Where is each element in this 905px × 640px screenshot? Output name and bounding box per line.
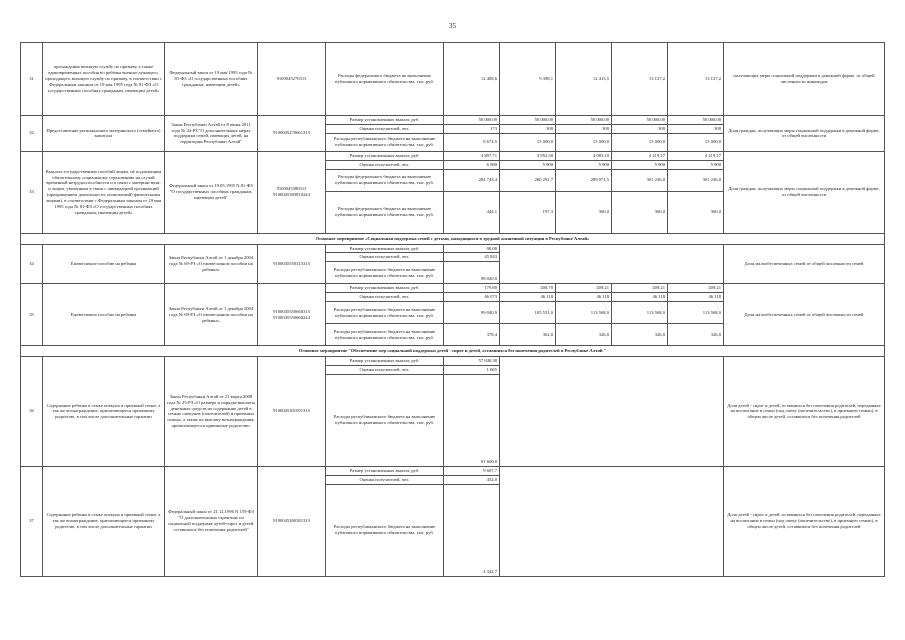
- indicator-name: Расходы федерального бюджета на выполнение публичного нормативного обязательства, тыс. руб.: [326, 169, 444, 191]
- table-row: [21, 357, 885, 366]
- indicator-name: Оценка получателей, чел.: [326, 475, 444, 484]
- value-cell: 50 000,00: [444, 116, 500, 125]
- value-cell: 197,3: [500, 191, 556, 233]
- value-cell: 360,0: [556, 191, 612, 233]
- value-cell: 326,0: [612, 324, 668, 346]
- value-cell: 113 568,0: [668, 302, 724, 324]
- result-indicator: Доля граждан, получающих меры социальной поддержки в денежной форме, от общей численности: [724, 151, 885, 233]
- value-cell: 4 219,27: [612, 151, 668, 160]
- value-cell: 5 900: [500, 160, 556, 169]
- value-cell: 9 607,7: [444, 466, 500, 475]
- value-cell: 9 398,1: [500, 43, 556, 116]
- row-number: 33: [21, 151, 43, 233]
- indicator-name: Расходы республиканского бюджета на выполнение публичного нормативного обязательства, тыс. руб.: [326, 374, 444, 466]
- value-cell: 362,0: [500, 324, 556, 346]
- legal-basis: Закон Республики Алтай от 21 марта 2008 года № 25-РЗ «О размере и порядке выплаты денежных средств на содержание детей в семьях опекунов (попечителей) и приемных семьях, а также на выплату вознаграждения, причитающегося приемному родителю»: [165, 357, 258, 467]
- section-title: Основное мероприятие «Социальная поддержка семей с детьми, находящихся в трудной жизненной ситуации в Республике Алтай»: [21, 233, 885, 244]
- value-cell: 452,0: [444, 475, 500, 484]
- indicator-name: Размер установленных выплат, руб.: [326, 284, 444, 293]
- value-cell: 200,70: [500, 284, 556, 293]
- value-cell: 378,4: [444, 324, 500, 346]
- budget-code: 9100045550660313 9100045550660244: [258, 284, 326, 346]
- measure-description: Предоставление регионального материнского (семейного) капитала: [43, 116, 165, 152]
- value-cell: 13 127,2: [612, 43, 668, 116]
- row-number: 37: [21, 466, 43, 576]
- budget-code: 9100045270313: [258, 43, 326, 116]
- value-cell: 90,00: [444, 244, 500, 253]
- indicator-name: Размер установленных выплат, руб.: [326, 151, 444, 160]
- value-cell: 209,21: [668, 284, 724, 293]
- result-indicator: Доля малообеспеченных семей от общей численности семей: [724, 284, 885, 346]
- indicator-name: Размер установленных выплат, руб.: [326, 116, 444, 125]
- value-cell: 50 000,00: [668, 116, 724, 125]
- value-cell: 300: [612, 124, 668, 133]
- indicator-name: Размер установленных выплат, руб.: [326, 357, 444, 366]
- section-header-row: [21, 346, 885, 357]
- value-cell: 4 083,10: [556, 151, 612, 160]
- value-cell: 1 065: [444, 365, 500, 374]
- budget-code: 9100045270661313: [258, 116, 326, 152]
- indicator-name: Оценка получателей, чел.: [326, 160, 444, 169]
- indicator-name: Размер установленных выплат, руб.: [326, 244, 444, 253]
- row-number: 36: [21, 357, 43, 467]
- measure-description: Ежемесячное пособие на ребенка: [43, 284, 165, 346]
- value-cell: 360,0: [612, 191, 668, 233]
- value-cell: 15 000,0: [556, 133, 612, 151]
- value-cell: 4 219,27: [668, 151, 724, 160]
- legal-basis: Закон Республики Алтай от 1 декабря 2004 года № 69-РЗ «О ежемесячном пособии на ребенка»: [165, 284, 258, 346]
- value-cell: 113 568,0: [556, 302, 612, 324]
- page-number: 35: [449, 22, 456, 30]
- measure-description: Выплата государственных пособий лицам, не подлежащим обязательному социальному страхованию на случай временной нетрудоспособности и в связи с материнством, и лицам, уволенным в связи с ликвидацией организаций (прекращением деятельности, полномочий) физическими лицами), в соответствии с Федеральным законом от 19 мая 1995 года № 81-ФЗ «О государственных пособиях гражданам, имеющим детей»: [43, 151, 165, 233]
- row-number: 32: [21, 116, 43, 152]
- row-number: 34: [21, 244, 43, 284]
- value-cell: 289 071,5: [556, 169, 612, 191]
- measure-description: Содержание ребенка в семье опекуна и приемной семье, а так же вознаграждение, причитающееся приемному родителю, в том числе дополнительные гарантии: [43, 357, 165, 467]
- indicator-name: Оценка получателей, чел.: [326, 365, 444, 374]
- empty-cell: [500, 357, 724, 467]
- value-cell: 3 952,58: [500, 151, 556, 160]
- value-cell: 4 342,7: [444, 484, 500, 576]
- legal-basis: Федеральный закон от 19 мая 1995 года № 81-ФЗ «О государственных пособиях гражданам, имеющим детей»: [165, 43, 258, 116]
- table-row: [21, 244, 885, 253]
- value-cell: 280 292,7: [500, 169, 556, 191]
- indicator-name: Оценка получателей, чел.: [326, 124, 444, 133]
- row-number: 35: [21, 284, 43, 346]
- indicator-name: Расходы федерального бюджета на выполнение публичного нормативного обязательства, тыс. руб.: [326, 43, 444, 116]
- result-indicator: Доля детей - сирот и детей, оставшихся без попечения родителей, переданных на воспитание в семьи (под опеку (попечительство), в приемную семью), в общем числе детей, оставшихся без попечения родителей: [724, 466, 885, 576]
- value-cell: 46 118: [500, 293, 556, 302]
- indicator-name: Расходы республиканского бюджета на выполнение публичного нормативного обязательства, тыс. руб.: [326, 484, 444, 576]
- value-cell: 50 000,00: [500, 116, 556, 125]
- value-cell: 326,0: [668, 324, 724, 346]
- table-row: [21, 284, 885, 293]
- legal-basis: Федеральный закон от 19.05.1995 N 81-ФЗ "О государственных пособиях гражданам, имеющим детей": [165, 151, 258, 233]
- value-cell: 360,0: [668, 191, 724, 233]
- indicator-name: Расходы республиканского бюджета на выполнение публичного нормативного обязательства, тыс. руб.: [326, 302, 444, 324]
- value-cell: 46 118: [556, 293, 612, 302]
- measures-table: [20, 42, 885, 577]
- indicator-name: Размер установленных выплат, руб.: [326, 466, 444, 475]
- measure-description: Содержание ребенка в семье опекуна и приемной семье, а так же вознаграждение, причитающееся приемному родителю, в том числе дополнительные гарантии: [43, 466, 165, 576]
- value-cell: 12 408,6: [444, 43, 500, 116]
- value-cell: 99 040,9: [444, 302, 500, 324]
- value-cell: 113 568,0: [612, 302, 668, 324]
- value-cell: 46 073: [444, 293, 500, 302]
- value-cell: 12 413,5: [556, 43, 612, 116]
- table-row: [21, 466, 885, 475]
- measure-description: Ежемесячное пособие на ребенка: [43, 244, 165, 284]
- value-cell: 300: [556, 124, 612, 133]
- table-row: [21, 43, 885, 116]
- value-cell: 13 127,2: [668, 43, 724, 116]
- value-cell: 61 600,0: [444, 374, 500, 466]
- value-cell: 6 080: [444, 160, 500, 169]
- indicator-name: Расходы федерального бюджета на выполнение публичного нормативного обязательства, тыс. руб.: [326, 191, 444, 233]
- value-cell: 46 118: [612, 293, 668, 302]
- legal-basis: Закон Республики Алтай от 1 декабря 2004 года № 69-РЗ «О ежемесячном пособии на ребенка»: [165, 244, 258, 284]
- result-indicator: получающих меры социальной поддержки в денежной форме, от общей численности инвалидов: [724, 43, 885, 116]
- value-cell: 301 236,0: [612, 169, 668, 191]
- budget-code: 9100045380313 9100045383810244: [258, 151, 326, 233]
- value-cell: 15 000,0: [612, 133, 668, 151]
- value-cell: 8 674,5: [444, 133, 500, 151]
- value-cell: 5 900: [668, 160, 724, 169]
- legal-basis: Федеральный закон от 21.12.1996 N 159-ФЗ "О дополнительных гарантиях по социальной поддержке детей-сирот и детей, оставшихся без попечения родителей": [165, 466, 258, 576]
- value-cell: 209,21: [556, 284, 612, 293]
- budget-code: 9100045260381313: [258, 466, 326, 576]
- value-cell: 3 897,71: [444, 151, 500, 160]
- value-cell: 284 743,4: [444, 169, 500, 191]
- value-cell: 5 900: [612, 160, 668, 169]
- result-indicator: Доля малообеспеченных семей от общей численности семей: [724, 244, 885, 284]
- result-indicator: Доля детей - сирот и детей, оставшихся без попечения родителей, переданных на воспитание в семьи (под опеку (попечительство), в приемную семью), в общем числе детей, оставшихся без попечения родителей: [724, 357, 885, 467]
- row-number: 31: [21, 43, 43, 116]
- table-row: [21, 116, 885, 125]
- empty-cell: [500, 244, 724, 284]
- value-cell: 326,0: [556, 324, 612, 346]
- indicator-name: Расходы республиканского бюджета на выполнение публичного нормативного обязательства, тыс. руб.: [326, 324, 444, 346]
- value-cell: 179,80: [444, 284, 500, 293]
- value-cell: 50 000,00: [612, 116, 668, 125]
- indicator-name: Расходы республиканского бюджета на выполнение публичного нормативного обязательства, тыс. руб.: [326, 262, 444, 284]
- value-cell: 45 843: [444, 253, 500, 262]
- value-cell: 300: [668, 124, 724, 133]
- indicator-name: Оценка получателей, чел.: [326, 293, 444, 302]
- empty-cell: [500, 466, 724, 576]
- value-cell: 301 236,0: [668, 169, 724, 191]
- result-indicator: Доля граждан, получающих меры социальной поддержки в денежной форме, от общей численности: [724, 116, 885, 152]
- indicator-name: Расходы республиканского бюджета на выполнение публичного нормативного обязательства, тыс. руб.: [326, 133, 444, 151]
- legal-basis: Закон Республики Алтай от 8 июня 2011 года № 44-РЗ "О дополнительных мерах поддержки семей, имеющих детей, на территории Республики Алтай": [165, 116, 258, 152]
- value-cell: 46 118: [668, 293, 724, 302]
- value-cell: 444,1: [444, 191, 500, 233]
- value-cell: 15 000,0: [668, 133, 724, 151]
- value-cell: 57 840,38: [444, 357, 500, 366]
- budget-code: 9100045550313313: [258, 244, 326, 284]
- measure-description: прохождения военную службу по призыву, а также единовременных пособия по ребёнка военнослужащего, проходящего военную службу по призыву, в соответствии с Федеральным законом от 19 мая 1995 года № 81-ФЗ «О государственных пособиях гражданам, имеющим детей»: [43, 43, 165, 116]
- table-row: [21, 151, 885, 160]
- value-cell: 5 900: [556, 160, 612, 169]
- value-cell: 50 000,00: [556, 116, 612, 125]
- value-cell: 209,21: [612, 284, 668, 293]
- section-header-row: [21, 233, 885, 244]
- indicator-name: Оценка получателей, чел.: [326, 253, 444, 262]
- value-cell: 300: [500, 124, 556, 133]
- value-cell: 15 000,0: [500, 133, 556, 151]
- value-cell: 98 020,0: [444, 262, 500, 284]
- budget-code: 9100045301091313: [258, 357, 326, 467]
- section-title: Основное мероприятие "Обеспечение мер социальной поддержки детей - сирот и детей, оставшихся без попечения родителей в Республике Алтай ": [21, 346, 885, 357]
- value-cell: 173: [444, 124, 500, 133]
- value-cell: 105 531,0: [500, 302, 556, 324]
